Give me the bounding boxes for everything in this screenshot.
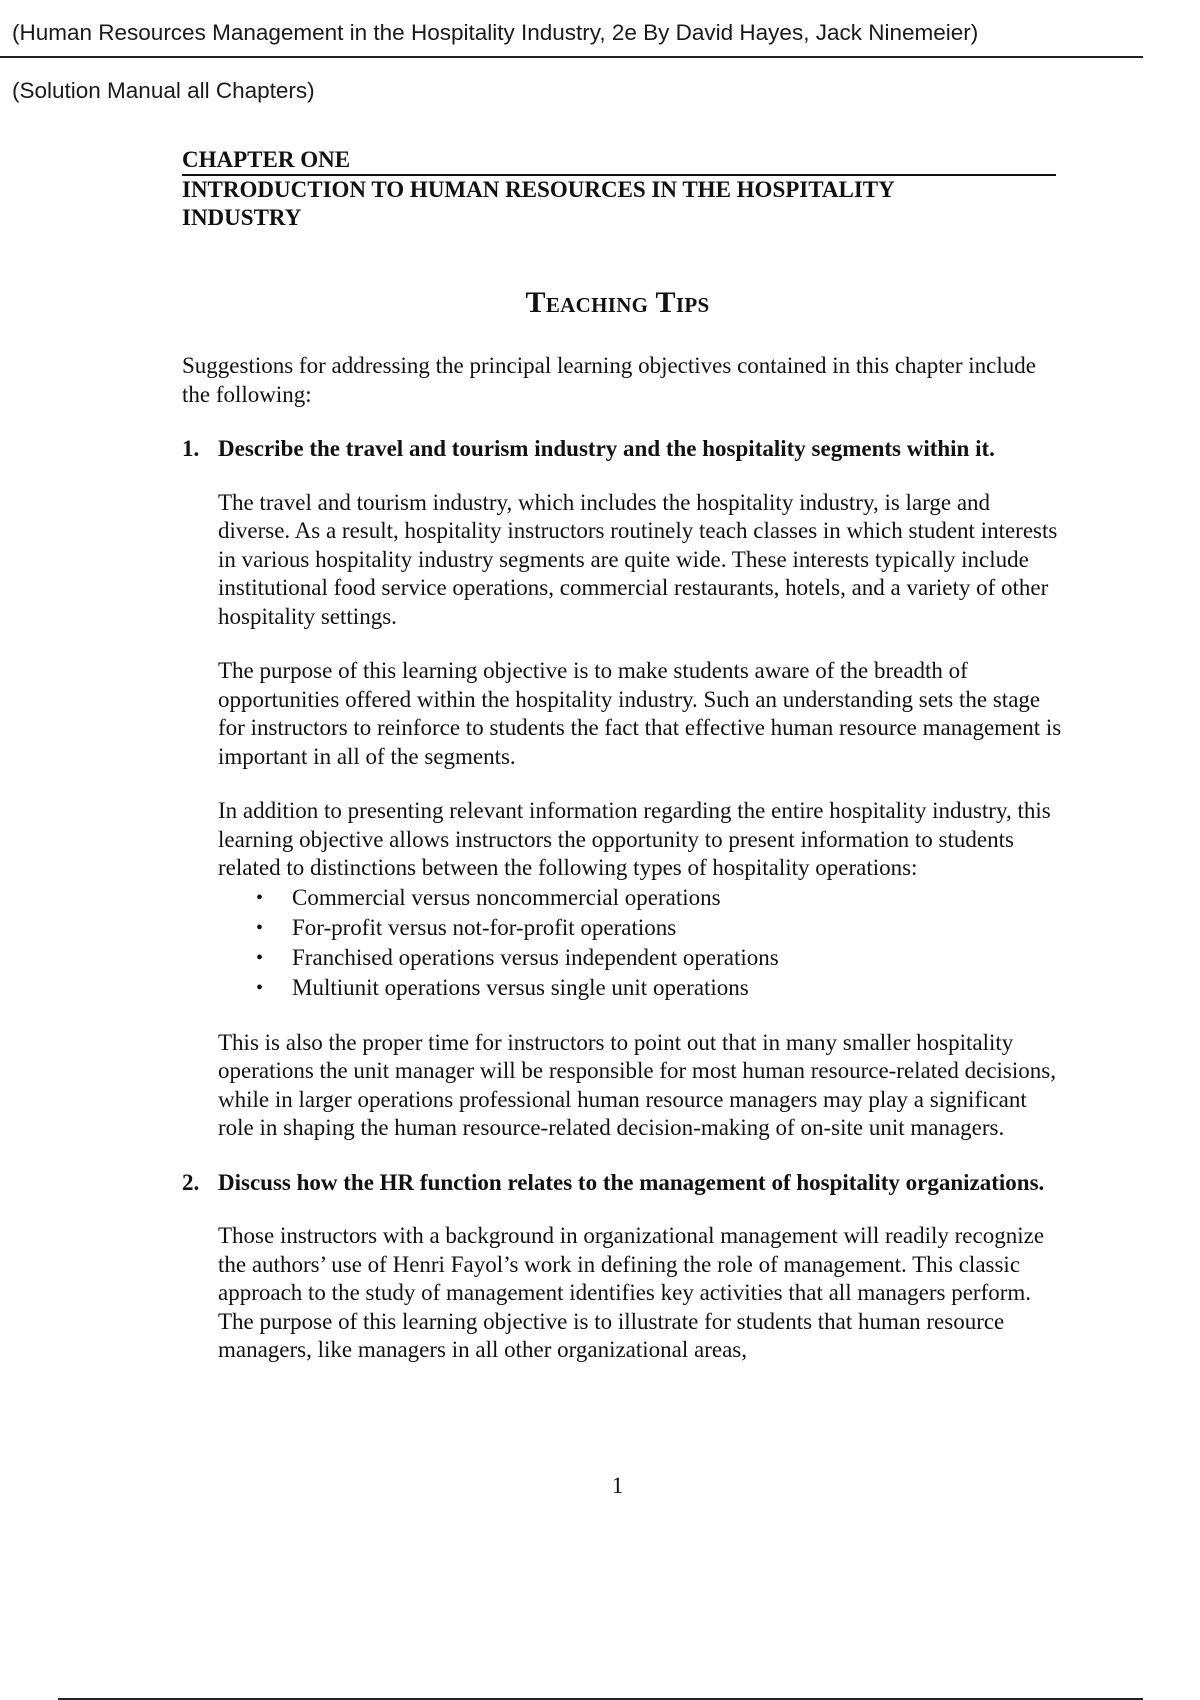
list-item-text: Franchised operations versus independent operations <box>292 944 779 970</box>
document-header-subtitle: (Solution Manual all Chapters) <box>12 78 315 103</box>
list-item-text: For-profit versus not-for-profit operations <box>292 914 677 940</box>
intro-paragraph: Suggestions for addressing the principal learning objectives contained in this chapter include the following: <box>182 353 1036 407</box>
chapter-heading <box>182 146 1056 232</box>
objective-number: 2. <box>182 1169 200 1195</box>
list-item <box>256 943 1062 973</box>
document-header-title: (Human Resources Management in the Hospitality Industry, 2e By David Hayes, Jack Ninemeier) <box>12 20 979 45</box>
header-divider <box>0 56 1143 58</box>
objective-title: Discuss how the HR function relates to the management of hospitality organizations. <box>218 1169 1045 1195</box>
bullet-icon: • <box>256 976 264 999</box>
paragraph: The travel and tourism industry, which includes the hospitality industry, is large and diverse. As a result, hospitality instructors routinely teach classes in which student interests in various hospitality industry segments are quite wide. These interests typically include institutional food service operations, commercial restaurants, hotels, and a variety of other hospitality settings. <box>218 489 1058 629</box>
list-item <box>256 883 1062 913</box>
chapter-title: INTRODUCTION TO HUMAN RESOURCES IN THE HOSPITALITY INDUSTRY <box>182 177 894 230</box>
page-number: 1 <box>611 1473 624 1498</box>
objective-number: 1. <box>182 436 200 461</box>
paragraph: The purpose of this learning objective is to make students aware of the breadth of opportunities offered within the hospitality industry. Such an understanding sets the stage for instructors to reinforce to students the fact that effective human resource management is important in all of the segments. <box>218 658 1062 769</box>
objective-heading <box>182 435 1062 464</box>
operation-types-list <box>182 883 1062 1003</box>
list-item <box>256 973 1062 1003</box>
list-item-text: Multiunit operations versus single unit operations <box>292 974 749 1000</box>
objective-heading <box>182 1169 1062 1198</box>
bullet-icon: • <box>256 946 264 969</box>
list-item <box>256 913 1062 943</box>
objective-title: Describe the travel and tourism industry and the hospitality segments within it. <box>218 436 995 461</box>
bullet-icon: • <box>256 916 264 939</box>
section-title: Teaching Tips <box>525 286 710 319</box>
bullet-icon: • <box>256 886 264 909</box>
chapter-number: CHAPTER ONE <box>182 146 1056 176</box>
paragraph: In addition to presenting relevant information regarding the entire hospitality industry, this learning objective allows instructors the opportunity to present information to students related to distinctions between the following types of hospitality operations: <box>218 798 1051 880</box>
document-body <box>182 352 1062 1391</box>
list-item-text: Commercial versus noncommercial operations <box>292 884 721 910</box>
paragraph: This is also the proper time for instructors to point out that in many smaller hospitality operations the unit manager will be responsible for most human resource-related decisions, while in larger operations professional human resource managers may play a significant role in shaping the human resource-related decision-making of on-site unit managers. <box>218 1029 1056 1140</box>
paragraph: Those instructors with a background in organizational management will readily recognize the authors’ use of Henri Fayol’s work in defining the role of management. This classic approach to the study of management identifies key activities that all managers perform. The purpose of this learning objective is to illustrate for students that human resource managers, like managers in all other organizational areas, <box>218 1223 1045 1362</box>
